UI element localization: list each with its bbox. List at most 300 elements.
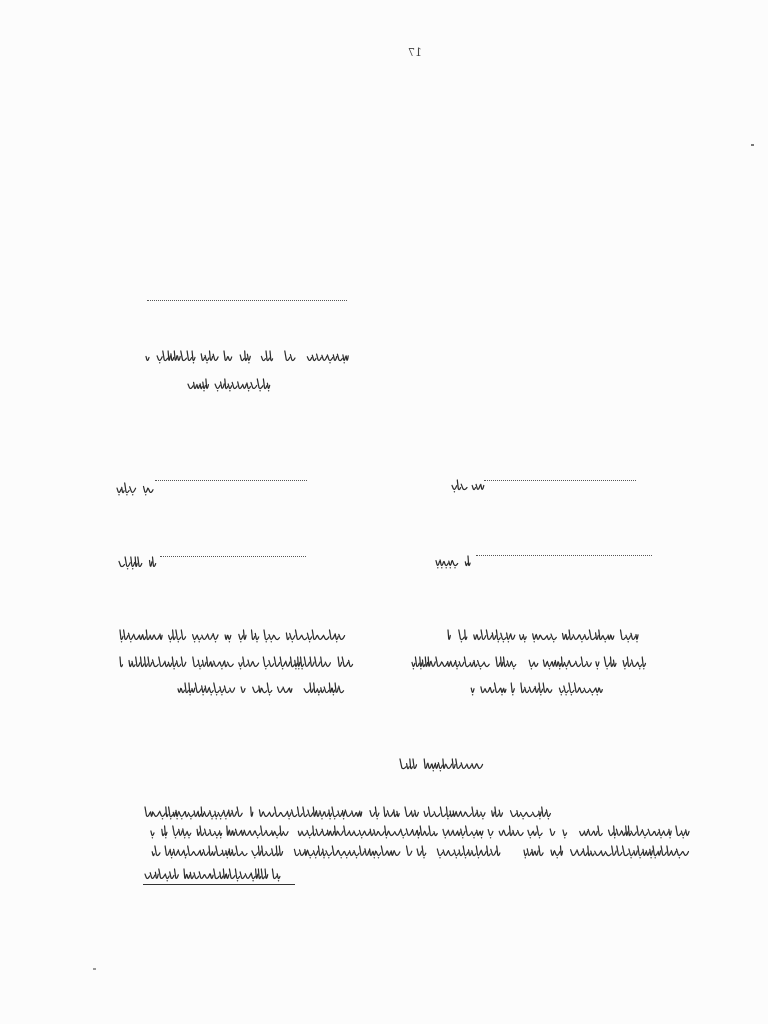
glyph-stroke <box>632 660 638 666</box>
glyph-stroke <box>294 849 299 855</box>
glyph-stroke <box>206 379 209 388</box>
glyph-stroke <box>168 662 171 666</box>
glyph-stroke <box>529 660 533 666</box>
glyph-stroke <box>480 831 483 835</box>
glyph-stroke <box>148 489 153 493</box>
glyph-stroke <box>598 826 602 836</box>
glyph-dot <box>683 837 684 838</box>
glyph-stroke <box>616 829 621 835</box>
glyph-stroke <box>298 807 303 816</box>
glyph-stroke <box>281 813 287 817</box>
glyph-dot <box>597 668 598 669</box>
illegible-glyphs <box>115 482 155 496</box>
glyph-dot <box>420 668 421 669</box>
glyph-stroke <box>370 849 373 855</box>
scan-speck <box>93 968 96 970</box>
glyph-dot <box>188 837 189 838</box>
glyph-stroke <box>511 634 515 640</box>
glyph-stroke <box>338 831 343 835</box>
glyph-stroke <box>286 661 290 666</box>
glyph-dot <box>472 694 473 695</box>
glyph-stroke <box>454 850 458 856</box>
glyph-dot <box>216 837 217 838</box>
glyph-stroke <box>510 826 513 835</box>
glyph-stroke <box>256 869 258 878</box>
glyph-stroke <box>331 831 335 835</box>
glyph-stroke <box>349 831 353 836</box>
glyph-stroke <box>247 354 250 360</box>
glyph-dot <box>181 818 182 819</box>
glyph-stroke <box>178 850 183 855</box>
glyph-stroke <box>250 831 255 836</box>
glyph-stroke <box>244 830 249 835</box>
glyph-dot <box>465 857 466 858</box>
glyph-dot <box>259 390 260 391</box>
glyph-stroke <box>261 869 264 879</box>
glyph-stroke <box>443 829 448 835</box>
glyph-stroke <box>171 354 174 361</box>
glyph-dot <box>553 641 554 642</box>
glyph-stroke <box>258 846 261 855</box>
glyph-stroke <box>277 874 280 879</box>
glyph-stroke <box>314 683 317 693</box>
glyph-stroke <box>267 683 272 693</box>
glyph-stroke <box>269 635 274 640</box>
glyph-stroke <box>263 657 268 667</box>
glyph-stroke <box>456 812 460 817</box>
glyph-dot <box>534 641 535 642</box>
glyph-dot <box>490 837 491 838</box>
glyph-stroke <box>222 850 225 855</box>
glyph-stroke <box>581 657 586 667</box>
glyph-stroke <box>119 561 125 566</box>
glyph-stroke <box>448 851 453 856</box>
glyph-stroke <box>631 633 635 639</box>
glyph-stroke <box>212 852 215 856</box>
glyph-stroke <box>201 354 204 361</box>
glyph-stroke <box>507 661 511 666</box>
glyph-stroke <box>379 832 385 836</box>
illegible-glyphs <box>143 825 693 839</box>
glyph-stroke <box>229 869 234 878</box>
right-description-line-2 <box>410 656 648 670</box>
glyph-stroke <box>400 759 406 769</box>
glyph-stroke <box>233 831 235 836</box>
glyph-dot <box>176 818 177 819</box>
glyph-stroke <box>251 873 255 879</box>
glyph-stroke <box>566 635 569 640</box>
glyph-stroke <box>266 351 269 361</box>
glyph-dot <box>548 818 549 819</box>
glyph-stroke <box>653 846 658 855</box>
glyph-dot <box>189 694 190 695</box>
glyph-stroke <box>321 688 324 693</box>
scan-speck <box>751 144 754 146</box>
glyph-stroke <box>155 846 160 855</box>
glyph-dot <box>639 668 640 669</box>
illegible-glyphs <box>117 556 157 570</box>
glyph-stroke <box>141 657 144 666</box>
glyph-stroke <box>603 636 608 640</box>
glyph-dot <box>276 837 277 838</box>
right-name-line <box>484 480 636 481</box>
glyph-stroke <box>200 384 202 389</box>
glyph-stroke <box>339 634 345 639</box>
glyph-stroke <box>130 487 136 493</box>
glyph-stroke <box>203 382 206 388</box>
glyph-stroke <box>253 662 259 667</box>
glyph-stroke <box>195 683 201 692</box>
glyph-stroke <box>432 764 435 768</box>
glyph-stroke <box>614 826 616 836</box>
glyph-dot <box>170 641 171 642</box>
glyph-dot <box>292 641 293 642</box>
glyph-stroke <box>461 484 467 489</box>
glyph-dot <box>565 694 566 695</box>
glyph-stroke <box>621 630 626 640</box>
glyph-stroke <box>437 849 442 855</box>
glyph-stroke <box>181 351 187 361</box>
glyph-stroke <box>492 633 496 639</box>
glyph-stroke <box>228 635 231 639</box>
glyph-dot <box>216 818 217 819</box>
glyph-stroke <box>583 849 587 856</box>
glyph-stroke <box>173 630 176 639</box>
left-description-line-2 <box>118 656 356 670</box>
glyph-stroke <box>335 826 338 835</box>
glyph-stroke <box>605 852 611 856</box>
glyph-stroke <box>533 634 536 639</box>
glyph-dot <box>268 390 269 391</box>
glyph-stroke <box>174 351 177 360</box>
glyph-stroke <box>608 635 611 639</box>
glyph-stroke <box>526 812 532 816</box>
closing-note-underline <box>143 884 295 885</box>
glyph-stroke <box>559 688 563 692</box>
glyph-stroke <box>686 830 689 835</box>
glyph-dot <box>539 837 540 838</box>
right-signature-line <box>476 555 652 556</box>
glyph-dot <box>126 494 127 495</box>
glyph-stroke <box>661 846 666 855</box>
glyph-stroke <box>308 850 313 855</box>
glyph-dot <box>295 668 296 669</box>
glyph-stroke <box>443 759 445 768</box>
glyph-stroke <box>643 849 646 855</box>
glyph-stroke <box>442 663 447 667</box>
glyph-stroke <box>634 851 637 856</box>
right-name-label <box>450 479 488 493</box>
glyph-stroke <box>150 635 153 639</box>
glyph-stroke <box>253 687 259 692</box>
glyph-stroke <box>280 826 283 836</box>
glyph-stroke <box>417 830 419 835</box>
glyph-dot <box>650 857 651 858</box>
glyph-dot <box>318 694 319 695</box>
glyph-stroke <box>163 351 168 361</box>
glyph-stroke <box>316 829 321 835</box>
glyph-dot <box>309 837 310 838</box>
glyph-stroke <box>179 812 185 817</box>
glyph-stroke <box>187 351 191 360</box>
glyph-stroke <box>315 657 320 666</box>
glyph-stroke <box>459 630 464 640</box>
glyph-stroke <box>215 832 219 836</box>
glyph-dot <box>329 818 330 819</box>
glyph-dot <box>237 880 238 881</box>
glyph-stroke <box>448 630 450 639</box>
glyph-dot <box>605 641 606 642</box>
glyph-stroke <box>243 384 247 388</box>
glyph-dot <box>566 668 567 669</box>
illegible-glyphs <box>410 656 648 670</box>
glyph-stroke <box>290 355 295 361</box>
glyph-stroke <box>381 846 387 855</box>
glyph-dot <box>256 641 257 642</box>
glyph-dot <box>152 837 153 838</box>
glyph-stroke <box>188 813 193 817</box>
glyph-stroke <box>534 662 538 666</box>
glyph-stroke <box>124 630 128 639</box>
glyph-stroke <box>292 810 297 817</box>
glyph-stroke <box>436 561 440 566</box>
glyph-stroke <box>192 351 195 360</box>
glyph-stroke <box>232 382 237 388</box>
glyph-dot <box>310 857 311 858</box>
glyph-stroke <box>272 869 276 879</box>
glyph-stroke <box>151 831 154 835</box>
glyph-stroke <box>448 662 450 667</box>
glyph-stroke <box>202 635 207 639</box>
glyph-stroke <box>183 829 187 836</box>
glyph-stroke <box>132 661 135 666</box>
glyph-stroke <box>148 657 152 666</box>
glyph-stroke <box>203 660 207 666</box>
glyph-stroke <box>611 636 614 640</box>
glyph-dot <box>539 818 540 819</box>
glyph-stroke <box>316 811 319 817</box>
glyph-stroke <box>490 688 494 693</box>
glyph-stroke <box>343 355 346 361</box>
glyph-dot <box>540 694 541 695</box>
glyph-stroke <box>485 688 490 693</box>
glyph-stroke <box>220 872 223 878</box>
glyph-stroke <box>573 635 579 640</box>
glyph-stroke <box>642 830 647 836</box>
glyph-stroke <box>357 813 360 817</box>
glyph-stroke <box>174 849 178 855</box>
glyph-stroke <box>129 633 134 639</box>
glyph-stroke <box>225 635 227 639</box>
glyph-stroke <box>528 830 533 835</box>
glyph-stroke <box>173 826 178 835</box>
glyph-dot <box>559 668 560 669</box>
glyph-stroke <box>214 869 220 879</box>
right-description-line-3 <box>462 682 604 696</box>
glyph-stroke <box>501 688 503 692</box>
glyph-dot <box>461 641 462 642</box>
glyph-stroke <box>329 683 331 692</box>
left-name-line <box>155 480 307 481</box>
glyph-stroke <box>387 811 393 817</box>
glyph-dot <box>498 641 499 642</box>
glyph-stroke <box>117 488 121 492</box>
glyph-stroke <box>438 763 442 769</box>
glyph-stroke <box>659 829 663 835</box>
glyph-dot <box>481 837 482 838</box>
glyph-dot <box>356 857 357 858</box>
glyph-stroke <box>345 851 350 855</box>
glyph-stroke <box>120 657 123 667</box>
glyph-dot <box>130 641 131 642</box>
glyph-stroke <box>150 873 155 879</box>
glyph-stroke <box>543 660 546 666</box>
glyph-stroke <box>227 826 229 835</box>
glyph-stroke <box>546 810 550 817</box>
glyph-stroke <box>193 635 197 640</box>
glyph-stroke <box>324 687 329 693</box>
glyph-stroke <box>638 846 643 855</box>
glyph-dot <box>561 694 562 695</box>
glyph-stroke <box>626 635 630 639</box>
glyph-stroke <box>261 356 265 360</box>
header-text-line-2 <box>186 378 272 392</box>
glyph-stroke <box>564 662 568 666</box>
glyph-stroke <box>511 811 517 817</box>
glyph-stroke <box>153 812 159 816</box>
glyph-stroke <box>405 807 411 816</box>
glyph-stroke <box>472 764 476 769</box>
glyph-stroke <box>125 483 129 493</box>
glyph-stroke <box>658 851 660 856</box>
glyph-dot <box>202 694 203 695</box>
glyph-dot <box>185 857 186 858</box>
glyph-stroke <box>289 688 292 692</box>
glyph-stroke <box>481 812 485 816</box>
glyph-dot <box>454 567 455 568</box>
glyph-dot <box>343 818 344 819</box>
glyph-dot <box>132 494 133 495</box>
glyph-dot <box>278 880 279 881</box>
glyph-stroke <box>411 811 414 816</box>
glyph-stroke <box>188 846 193 855</box>
glyph-stroke <box>472 486 475 490</box>
glyph-stroke <box>134 634 139 639</box>
illegible-glyphs <box>434 555 472 569</box>
glyph-stroke <box>667 846 671 855</box>
glyph-stroke <box>190 872 193 878</box>
glyph-stroke <box>525 687 529 692</box>
glyph-stroke <box>563 830 567 835</box>
glyph-stroke <box>564 686 569 693</box>
glyph-stroke <box>465 562 467 566</box>
glyph-stroke <box>476 846 480 855</box>
glyph-dot <box>269 694 270 695</box>
glyph-stroke <box>604 657 610 666</box>
glyph-stroke <box>224 351 228 360</box>
glyph-stroke <box>197 829 199 835</box>
glyph-stroke <box>342 657 348 666</box>
glyph-stroke <box>569 630 573 639</box>
glyph-stroke <box>226 851 229 856</box>
glyph-stroke <box>205 874 210 878</box>
glyph-stroke <box>177 661 181 667</box>
glyph-stroke <box>239 663 242 667</box>
glyph-dot <box>178 641 179 642</box>
glyph-stroke <box>575 683 580 692</box>
glyph-stroke <box>425 832 428 836</box>
glyph-stroke <box>595 851 601 855</box>
glyph-dot <box>217 390 218 391</box>
glyph-stroke <box>337 354 342 360</box>
glyph-stroke <box>552 662 554 666</box>
glyph-stroke <box>407 846 412 855</box>
glyph-dot <box>215 641 216 642</box>
glyph-stroke <box>327 355 332 361</box>
glyph-stroke <box>307 633 311 639</box>
glyph-stroke <box>279 846 282 855</box>
glyph-stroke <box>317 354 322 360</box>
glyph-stroke <box>145 807 150 816</box>
glyph-stroke <box>296 630 302 639</box>
glyph-dot <box>445 837 446 838</box>
glyph-stroke <box>384 807 387 816</box>
glyph-stroke <box>543 683 547 692</box>
glyph-dot <box>624 668 625 669</box>
glyph-stroke <box>335 683 338 692</box>
glyph-dot <box>655 857 656 858</box>
glyph-dot <box>127 568 128 569</box>
glyph-dot <box>440 770 441 771</box>
glyph-stroke <box>252 630 255 639</box>
glyph-stroke <box>145 657 148 666</box>
glyph-stroke <box>467 764 472 768</box>
glyph-stroke <box>588 846 590 856</box>
glyph-dot <box>639 857 640 858</box>
glyph-stroke <box>245 351 247 361</box>
glyph-stroke <box>596 688 599 692</box>
glyph-stroke <box>370 829 373 835</box>
glyph-stroke <box>360 846 365 855</box>
glyph-stroke <box>484 662 489 666</box>
glyph-stroke <box>415 810 419 816</box>
glyph-stroke <box>262 846 266 856</box>
glyph-stroke <box>681 831 685 835</box>
glyph-stroke <box>458 831 461 835</box>
glyph-dot <box>344 362 345 363</box>
glyph-stroke <box>172 657 176 666</box>
glyph-dot <box>454 491 455 492</box>
glyph-stroke <box>310 683 313 692</box>
glyph-stroke <box>407 764 410 769</box>
glyph-dot <box>229 641 230 642</box>
glyph-stroke <box>477 810 480 816</box>
glyph-stroke <box>242 852 247 856</box>
glyph-stroke <box>173 812 175 816</box>
glyph-stroke <box>547 661 551 666</box>
glyph-dot <box>531 668 532 669</box>
glyph-dot <box>170 818 171 819</box>
glyph-stroke <box>580 635 584 640</box>
illegible-glyphs <box>118 629 352 643</box>
glyph-stroke <box>504 688 506 692</box>
glyph-stroke <box>459 850 463 856</box>
glyph-stroke <box>136 657 140 666</box>
glyph-stroke <box>139 635 142 639</box>
glyph-stroke <box>312 630 317 639</box>
glyph-stroke <box>325 812 329 817</box>
glyph-stroke <box>611 657 613 666</box>
